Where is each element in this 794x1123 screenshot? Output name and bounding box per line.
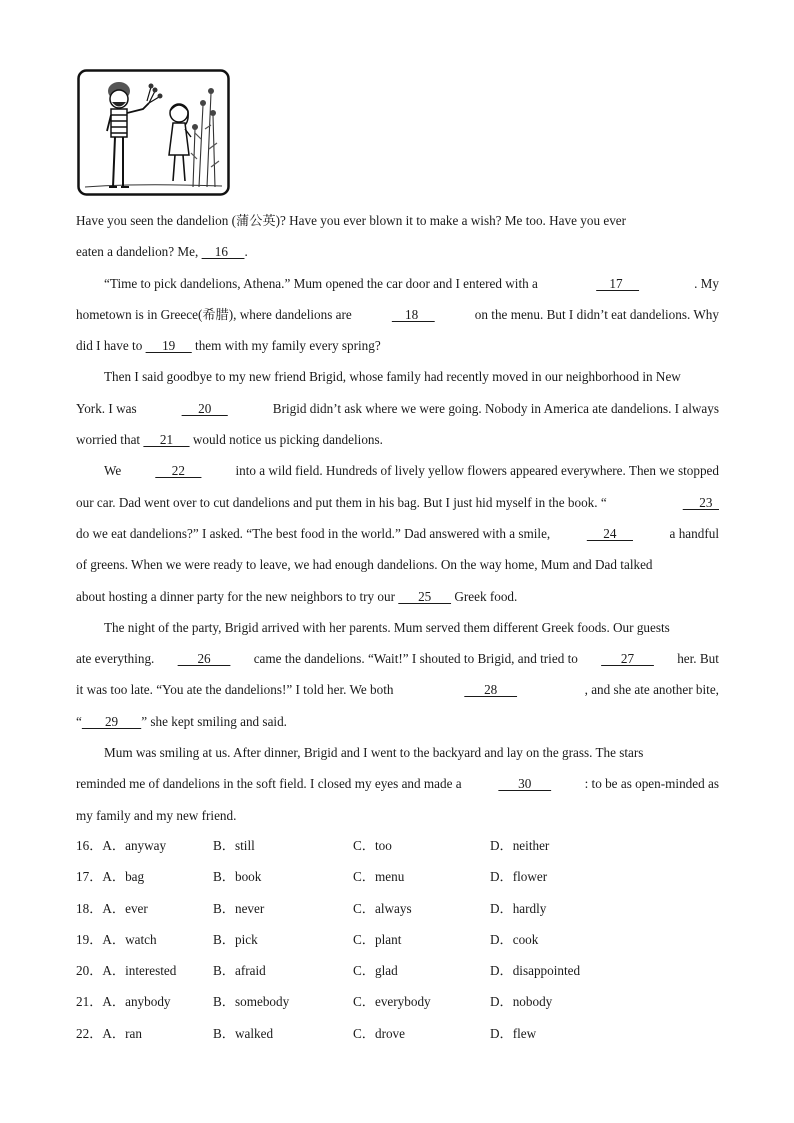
passage-line: my family and my new friend.	[76, 807, 237, 823]
option-b: B．somebody	[213, 994, 290, 1010]
option-b: B．never	[213, 900, 265, 916]
passage-line: about hosting a dinner party for the new neighbors to try our 25 Greek food.	[76, 581, 719, 612]
question-number: 16．A．anyway	[76, 838, 167, 853]
passage-line: worried that 21 would notice us picking dandelions.	[76, 424, 719, 455]
passage-line: The night of the party, Brigid arrived with her parents. Mum served them different Greek foods. Our guests	[104, 619, 670, 635]
option-c: C．drove	[353, 1025, 406, 1041]
answer-blank-30: 30	[498, 776, 552, 792]
passage-line: Then I said goodbye to my new friend Brigid, whose family had recently moved in our neighborhood in New	[104, 369, 681, 385]
passage-line: eaten a dandelion? Me, 16 .	[76, 236, 719, 267]
question-number: 21．A．anybody	[76, 994, 171, 1010]
passage-line: hometown is in Greece(希腊), where dandelions are 18 on the menu. But I didn’t eat dandelions. Why	[76, 299, 719, 330]
passage-line: York. I was 20 Brigid didn’t ask where we were going. Nobody in America ate dandelions. I always	[76, 393, 719, 424]
answer-blank-29: 29	[81, 713, 142, 729]
man-and-girl-dandelions-illustration	[77, 69, 230, 196]
option-b: B．book	[213, 869, 262, 885]
option-d: D．neither	[490, 838, 550, 853]
question-number: 17．A．bag	[76, 869, 145, 885]
question-number: 22．A．ran	[76, 1025, 142, 1041]
answer-blank-17: 17	[596, 275, 640, 291]
option-d: D．flew	[490, 1025, 537, 1041]
passage-line: “ 29 ” she kept smiling and said.	[76, 706, 719, 737]
answer-blank-19: 19	[145, 338, 192, 354]
answer-blank-16: 16	[201, 244, 245, 260]
option-d: D．disappointed	[490, 963, 581, 979]
answer-blank-24: 24	[586, 525, 633, 541]
answer-blank-26: 26	[177, 651, 231, 667]
option-b: B．still	[213, 838, 255, 853]
option-c: C．everybody	[353, 994, 431, 1010]
option-c: C．too	[353, 838, 392, 853]
question-22-options	[76, 1018, 719, 1049]
option-d: D．nobody	[490, 994, 553, 1010]
answer-options	[76, 830, 719, 1049]
option-d: D．hardly	[490, 900, 547, 916]
option-c: C．plant	[353, 931, 402, 947]
passage-line: reminded me of dandelions in the soft field. I closed my eyes and made a 30 : to be as open-minded as	[76, 768, 719, 799]
answer-blank-23: 23	[682, 494, 719, 510]
question-21-options	[76, 986, 719, 1017]
answer-blank-28: 28	[464, 682, 518, 698]
reading-passage	[76, 205, 719, 831]
passage-line: Have you seen the dandelion (蒲公英)? Have you ever blown it to make a wish? Me too. Have you ever	[76, 213, 627, 228]
question-19-options	[76, 924, 719, 955]
answer-blank-21: 21	[143, 432, 190, 448]
option-d: D．cook	[490, 931, 539, 947]
option-c: C．menu	[353, 869, 405, 885]
passage-line: of greens. When we were ready to leave, we had enough dandelions. On the way home, Mum and Dad talked	[76, 557, 653, 573]
answer-blank-20: 20	[181, 400, 228, 416]
option-d: D．flower	[490, 869, 548, 885]
passage-line: ate everything. 26 came the dandelions. “Wait!” I shouted to Brigid, and tried to 27 her. But	[76, 643, 719, 674]
question-number: 19．A．watch	[76, 931, 157, 947]
answer-blank-25: 25	[398, 588, 452, 604]
question-20-options	[76, 955, 719, 986]
answer-blank-27: 27	[601, 651, 654, 667]
passage-line: Mum was smiling at us. After dinner, Brigid and I went to the backyard and lay on the grass. The stars	[104, 745, 644, 761]
question-18-options	[76, 893, 719, 924]
passage-line: “Time to pick dandelions, Athena.” Mum opened the car door and I entered with a 17 . My	[76, 268, 719, 299]
option-c: C．always	[353, 900, 412, 916]
passage-line: do we eat dandelions?” I asked. “The best food in the world.” Dad answered with a smile, 24 a handful	[76, 518, 719, 549]
passage-line: it was too late. “You ate the dandelions!” I told her. We both 28 , and she ate another bite,	[76, 674, 719, 705]
option-b: B．walked	[213, 1025, 274, 1041]
question-16-options	[76, 830, 719, 861]
passage-line: did I have to 19 them with my family every spring?	[76, 330, 719, 361]
question-17-options	[76, 861, 719, 892]
question-number: 20．A．interested	[76, 963, 177, 979]
option-c: C．glad	[353, 963, 398, 979]
passage-line: We 22 into a wild field. Hundreds of lively yellow flowers appeared everywhere. Then we stopped	[76, 455, 719, 486]
option-b: B．pick	[213, 931, 258, 947]
passage-line: our car. Dad went over to cut dandelions and put them in his bag. But I just hid myself in the book. “ 23	[76, 487, 719, 518]
answer-blank-22: 22	[155, 463, 202, 479]
answer-blank-18: 18	[391, 306, 435, 322]
option-b: B．afraid	[213, 963, 266, 979]
question-number: 18．A．ever	[76, 900, 148, 916]
